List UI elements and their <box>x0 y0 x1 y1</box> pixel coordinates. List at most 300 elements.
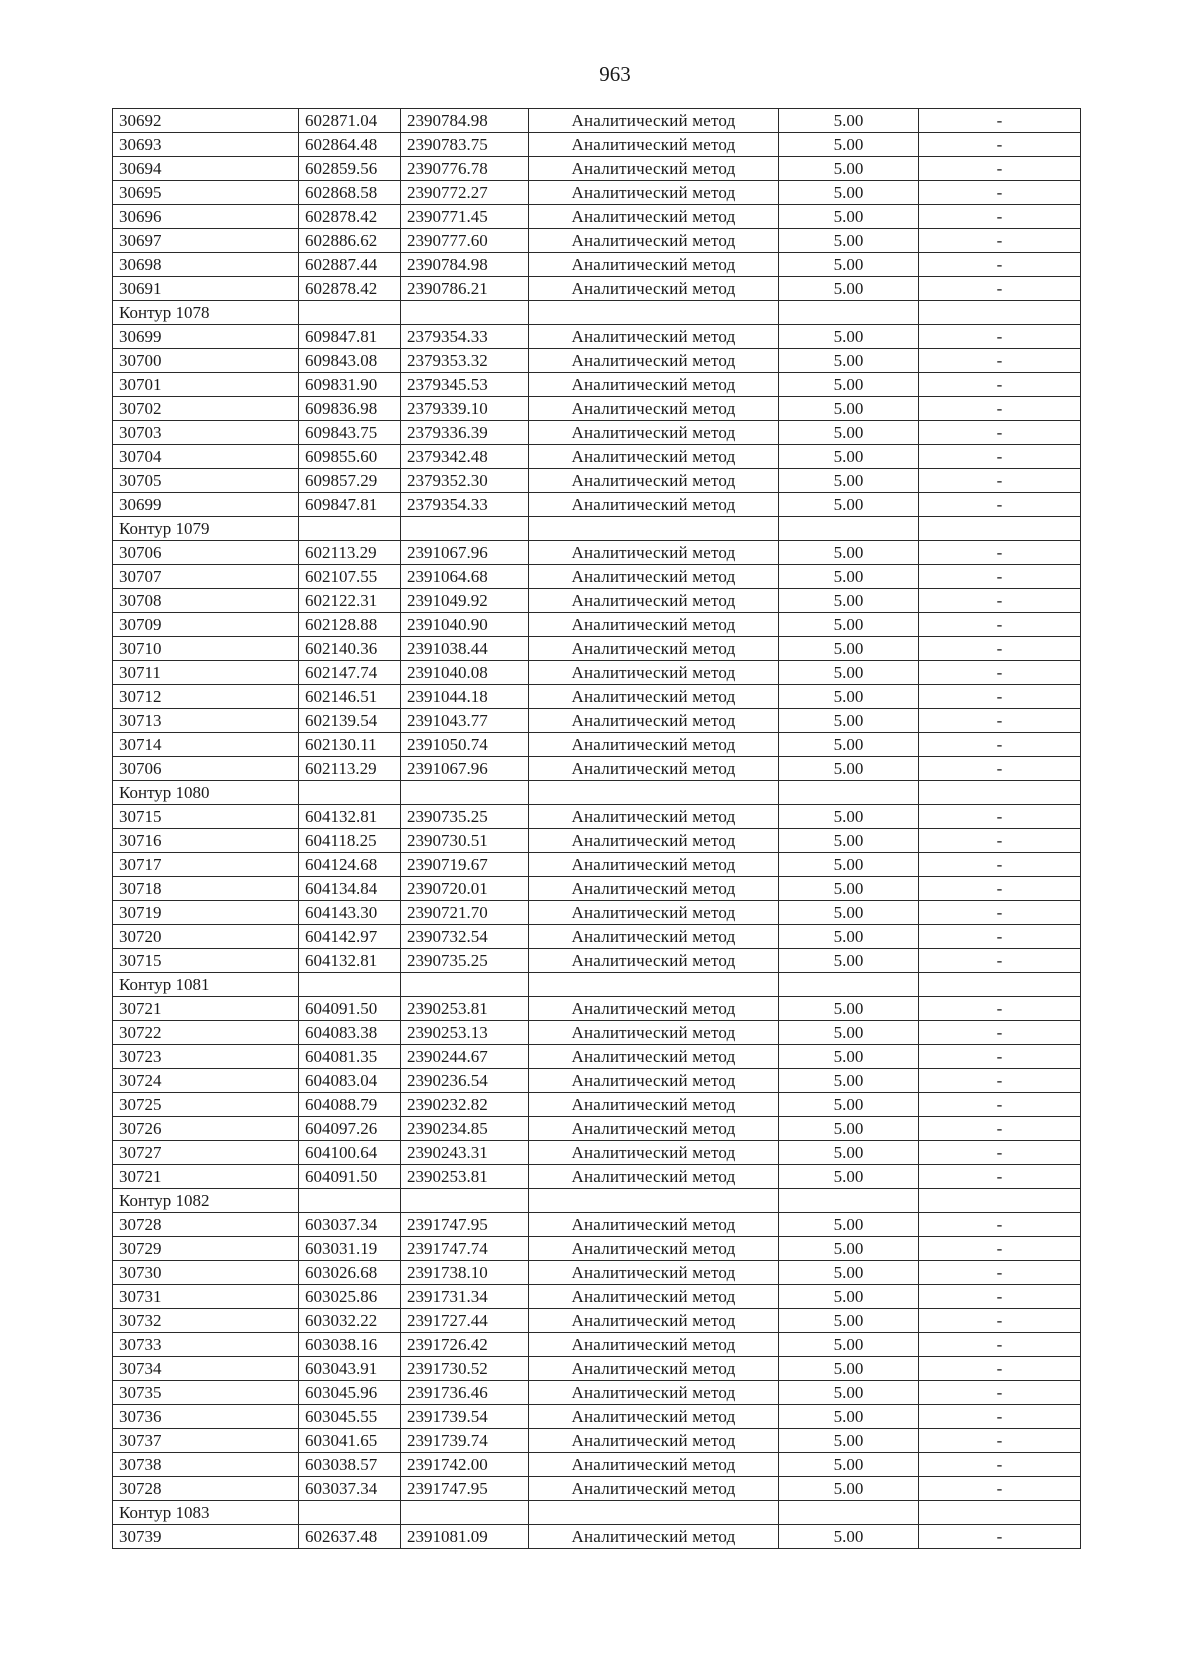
empty-cell <box>529 781 779 805</box>
note-cell: - <box>919 589 1081 613</box>
point-id-cell: 30737 <box>113 1429 299 1453</box>
y-coordinate-cell: 2391081.09 <box>401 1525 529 1549</box>
accuracy-cell: 5.00 <box>779 901 919 925</box>
accuracy-cell: 5.00 <box>779 1261 919 1285</box>
x-coordinate-cell: 609831.90 <box>299 373 401 397</box>
empty-cell <box>779 781 919 805</box>
x-coordinate-cell: 603026.68 <box>299 1261 401 1285</box>
note-cell: - <box>919 661 1081 685</box>
y-coordinate-cell: 2390730.51 <box>401 829 529 853</box>
note-cell: - <box>919 1261 1081 1285</box>
point-id-cell: 30710 <box>113 637 299 661</box>
table-row <box>113 949 1081 973</box>
table-row <box>113 181 1081 205</box>
x-coordinate-cell: 609855.60 <box>299 445 401 469</box>
x-coordinate-cell: 602107.55 <box>299 565 401 589</box>
table-row <box>113 901 1081 925</box>
x-coordinate-cell: 603038.57 <box>299 1453 401 1477</box>
note-cell: - <box>919 397 1081 421</box>
point-id-cell: 30695 <box>113 181 299 205</box>
x-coordinate-cell: 603045.96 <box>299 1381 401 1405</box>
y-coordinate-cell: 2390719.67 <box>401 853 529 877</box>
accuracy-cell: 5.00 <box>779 1405 919 1429</box>
table-row <box>113 205 1081 229</box>
empty-cell <box>401 517 529 541</box>
empty-cell <box>299 1189 401 1213</box>
x-coordinate-cell: 602128.88 <box>299 613 401 637</box>
point-id-cell: 30718 <box>113 877 299 901</box>
method-cell: Аналитический метод <box>529 661 779 685</box>
x-coordinate-cell: 602146.51 <box>299 685 401 709</box>
method-cell: Аналитический метод <box>529 349 779 373</box>
point-id-cell: 30709 <box>113 613 299 637</box>
x-coordinate-cell: 602140.36 <box>299 637 401 661</box>
note-cell: - <box>919 1045 1081 1069</box>
x-coordinate-cell: 609843.08 <box>299 349 401 373</box>
x-coordinate-cell: 604083.38 <box>299 1021 401 1045</box>
x-coordinate-cell: 602130.11 <box>299 733 401 757</box>
point-id-cell: 30739 <box>113 1525 299 1549</box>
x-coordinate-cell: 603031.19 <box>299 1237 401 1261</box>
table-row <box>113 1453 1081 1477</box>
table-row <box>113 229 1081 253</box>
accuracy-cell: 5.00 <box>779 1309 919 1333</box>
x-coordinate-cell: 602878.42 <box>299 205 401 229</box>
empty-cell <box>299 301 401 325</box>
method-cell: Аналитический метод <box>529 1165 779 1189</box>
method-cell: Аналитический метод <box>529 181 779 205</box>
accuracy-cell: 5.00 <box>779 229 919 253</box>
x-coordinate-cell: 602887.44 <box>299 253 401 277</box>
point-id-cell: 30734 <box>113 1357 299 1381</box>
empty-cell <box>779 517 919 541</box>
method-cell: Аналитический метод <box>529 493 779 517</box>
table-row <box>113 1309 1081 1333</box>
table-row <box>113 925 1081 949</box>
table-row <box>113 1069 1081 1093</box>
method-cell: Аналитический метод <box>529 157 779 181</box>
accuracy-cell: 5.00 <box>779 925 919 949</box>
x-coordinate-cell: 604132.81 <box>299 949 401 973</box>
point-id-cell: 30708 <box>113 589 299 613</box>
x-coordinate-cell: 602868.58 <box>299 181 401 205</box>
note-cell: - <box>919 325 1081 349</box>
note-cell: - <box>919 493 1081 517</box>
method-cell: Аналитический метод <box>529 1333 779 1357</box>
y-coordinate-cell: 2391742.00 <box>401 1453 529 1477</box>
method-cell: Аналитический метод <box>529 1069 779 1093</box>
x-coordinate-cell: 604100.64 <box>299 1141 401 1165</box>
empty-cell <box>779 1189 919 1213</box>
method-cell: Аналитический метод <box>529 853 779 877</box>
note-cell: - <box>919 421 1081 445</box>
accuracy-cell: 5.00 <box>779 805 919 829</box>
method-cell: Аналитический метод <box>529 1453 779 1477</box>
method-cell: Аналитический метод <box>529 1141 779 1165</box>
y-coordinate-cell: 2390253.81 <box>401 997 529 1021</box>
accuracy-cell: 5.00 <box>779 325 919 349</box>
empty-cell <box>299 517 401 541</box>
method-cell: Аналитический метод <box>529 925 779 949</box>
point-id-cell: 30719 <box>113 901 299 925</box>
table-row <box>113 325 1081 349</box>
note-cell: - <box>919 469 1081 493</box>
empty-cell <box>919 781 1081 805</box>
point-id-cell: 30722 <box>113 1021 299 1045</box>
table-row <box>113 1141 1081 1165</box>
point-id-cell: 30703 <box>113 421 299 445</box>
empty-cell <box>919 301 1081 325</box>
accuracy-cell: 5.00 <box>779 1333 919 1357</box>
table-row <box>113 1477 1081 1501</box>
accuracy-cell: 5.00 <box>779 757 919 781</box>
accuracy-cell: 5.00 <box>779 493 919 517</box>
accuracy-cell: 5.00 <box>779 1525 919 1549</box>
point-id-cell: 30716 <box>113 829 299 853</box>
table-row <box>113 397 1081 421</box>
method-cell: Аналитический метод <box>529 589 779 613</box>
x-coordinate-cell: 609843.75 <box>299 421 401 445</box>
y-coordinate-cell: 2391731.34 <box>401 1285 529 1309</box>
y-coordinate-cell: 2391049.92 <box>401 589 529 613</box>
method-cell: Аналитический метод <box>529 1045 779 1069</box>
point-id-cell: 30701 <box>113 373 299 397</box>
y-coordinate-cell: 2391730.52 <box>401 1357 529 1381</box>
accuracy-cell: 5.00 <box>779 709 919 733</box>
table-row <box>113 1213 1081 1237</box>
accuracy-cell: 5.00 <box>779 661 919 685</box>
contour-label: Контур 1081 <box>113 973 299 997</box>
note-cell: - <box>919 1357 1081 1381</box>
method-cell: Аналитический метод <box>529 541 779 565</box>
accuracy-cell: 5.00 <box>779 1093 919 1117</box>
point-id-cell: 30727 <box>113 1141 299 1165</box>
note-cell: - <box>919 1093 1081 1117</box>
accuracy-cell: 5.00 <box>779 349 919 373</box>
note-cell: - <box>919 637 1081 661</box>
note-cell: - <box>919 565 1081 589</box>
method-cell: Аналитический метод <box>529 877 779 901</box>
table-row <box>113 637 1081 661</box>
point-id-cell: 30723 <box>113 1045 299 1069</box>
point-id-cell: 30693 <box>113 133 299 157</box>
table-row <box>113 1261 1081 1285</box>
table-row <box>113 541 1081 565</box>
y-coordinate-cell: 2379336.39 <box>401 421 529 445</box>
accuracy-cell: 5.00 <box>779 853 919 877</box>
x-coordinate-cell: 603043.91 <box>299 1357 401 1381</box>
note-cell: - <box>919 1309 1081 1333</box>
method-cell: Аналитический метод <box>529 1477 779 1501</box>
x-coordinate-cell: 603032.22 <box>299 1309 401 1333</box>
method-cell: Аналитический метод <box>529 1237 779 1261</box>
point-id-cell: 30729 <box>113 1237 299 1261</box>
note-cell: - <box>919 109 1081 133</box>
point-id-cell: 30730 <box>113 1261 299 1285</box>
y-coordinate-cell: 2390783.75 <box>401 133 529 157</box>
y-coordinate-cell: 2390776.78 <box>401 157 529 181</box>
empty-cell <box>779 973 919 997</box>
y-coordinate-cell: 2391038.44 <box>401 637 529 661</box>
note-cell: - <box>919 853 1081 877</box>
y-coordinate-cell: 2390784.98 <box>401 109 529 133</box>
accuracy-cell: 5.00 <box>779 253 919 277</box>
contour-header-row <box>113 301 1081 325</box>
point-id-cell: 30728 <box>113 1477 299 1501</box>
note-cell: - <box>919 949 1081 973</box>
note-cell: - <box>919 181 1081 205</box>
point-id-cell: 30736 <box>113 1405 299 1429</box>
note-cell: - <box>919 877 1081 901</box>
empty-cell <box>919 517 1081 541</box>
table-row <box>113 589 1081 613</box>
method-cell: Аналитический метод <box>529 229 779 253</box>
accuracy-cell: 5.00 <box>779 541 919 565</box>
note-cell: - <box>919 613 1081 637</box>
y-coordinate-cell: 2391747.74 <box>401 1237 529 1261</box>
coordinates-table <box>112 108 1081 1549</box>
contour-label: Контур 1079 <box>113 517 299 541</box>
note-cell: - <box>919 1429 1081 1453</box>
accuracy-cell: 5.00 <box>779 1381 919 1405</box>
y-coordinate-cell: 2390771.45 <box>401 205 529 229</box>
note-cell: - <box>919 1477 1081 1501</box>
accuracy-cell: 5.00 <box>779 397 919 421</box>
method-cell: Аналитический метод <box>529 949 779 973</box>
note-cell: - <box>919 805 1081 829</box>
point-id-cell: 30694 <box>113 157 299 181</box>
note-cell: - <box>919 685 1081 709</box>
y-coordinate-cell: 2391736.46 <box>401 1381 529 1405</box>
method-cell: Аналитический метод <box>529 1429 779 1453</box>
table-row <box>113 1237 1081 1261</box>
point-id-cell: 30699 <box>113 325 299 349</box>
y-coordinate-cell: 2391747.95 <box>401 1213 529 1237</box>
note-cell: - <box>919 1117 1081 1141</box>
x-coordinate-cell: 602139.54 <box>299 709 401 733</box>
empty-cell <box>529 301 779 325</box>
method-cell: Аналитический метод <box>529 1021 779 1045</box>
x-coordinate-cell: 602859.56 <box>299 157 401 181</box>
x-coordinate-cell: 604083.04 <box>299 1069 401 1093</box>
method-cell: Аналитический метод <box>529 1405 779 1429</box>
table-row <box>113 1525 1081 1549</box>
note-cell: - <box>919 1021 1081 1045</box>
point-id-cell: 30733 <box>113 1333 299 1357</box>
table-row <box>113 997 1081 1021</box>
note-cell: - <box>919 205 1081 229</box>
empty-cell <box>529 1501 779 1525</box>
x-coordinate-cell: 602886.62 <box>299 229 401 253</box>
x-coordinate-cell: 604091.50 <box>299 997 401 1021</box>
y-coordinate-cell: 2390234.85 <box>401 1117 529 1141</box>
note-cell: - <box>919 1333 1081 1357</box>
y-coordinate-cell: 2390735.25 <box>401 805 529 829</box>
x-coordinate-cell: 609857.29 <box>299 469 401 493</box>
x-coordinate-cell: 609847.81 <box>299 325 401 349</box>
accuracy-cell: 5.00 <box>779 133 919 157</box>
x-coordinate-cell: 604142.97 <box>299 925 401 949</box>
method-cell: Аналитический метод <box>529 109 779 133</box>
note-cell: - <box>919 1141 1081 1165</box>
accuracy-cell: 5.00 <box>779 1141 919 1165</box>
table-row <box>113 157 1081 181</box>
accuracy-cell: 5.00 <box>779 1165 919 1189</box>
table-row <box>113 469 1081 493</box>
y-coordinate-cell: 2379354.33 <box>401 325 529 349</box>
y-coordinate-cell: 2390244.67 <box>401 1045 529 1069</box>
note-cell: - <box>919 1213 1081 1237</box>
method-cell: Аналитический метод <box>529 421 779 445</box>
x-coordinate-cell: 602122.31 <box>299 589 401 613</box>
table-row <box>113 373 1081 397</box>
accuracy-cell: 5.00 <box>779 613 919 637</box>
contour-header-row <box>113 517 1081 541</box>
y-coordinate-cell: 2391043.77 <box>401 709 529 733</box>
empty-cell <box>401 1189 529 1213</box>
table-row <box>113 1429 1081 1453</box>
accuracy-cell: 5.00 <box>779 685 919 709</box>
table-row <box>113 1405 1081 1429</box>
y-coordinate-cell: 2390772.27 <box>401 181 529 205</box>
method-cell: Аналитический метод <box>529 325 779 349</box>
point-id-cell: 30721 <box>113 1165 299 1189</box>
note-cell: - <box>919 1069 1081 1093</box>
y-coordinate-cell: 2391726.42 <box>401 1333 529 1357</box>
contour-header-row <box>113 973 1081 997</box>
table-row <box>113 349 1081 373</box>
note-cell: - <box>919 1453 1081 1477</box>
point-id-cell: 30726 <box>113 1117 299 1141</box>
point-id-cell: 30732 <box>113 1309 299 1333</box>
empty-cell <box>401 973 529 997</box>
accuracy-cell: 5.00 <box>779 157 919 181</box>
note-cell: - <box>919 997 1081 1021</box>
point-id-cell: 30738 <box>113 1453 299 1477</box>
accuracy-cell: 5.00 <box>779 1453 919 1477</box>
method-cell: Аналитический метод <box>529 565 779 589</box>
y-coordinate-cell: 2391064.68 <box>401 565 529 589</box>
method-cell: Аналитический метод <box>529 613 779 637</box>
x-coordinate-cell: 604118.25 <box>299 829 401 853</box>
empty-cell <box>919 1189 1081 1213</box>
point-id-cell: 30702 <box>113 397 299 421</box>
table-row <box>113 1021 1081 1045</box>
y-coordinate-cell: 2379339.10 <box>401 397 529 421</box>
y-coordinate-cell: 2390732.54 <box>401 925 529 949</box>
y-coordinate-cell: 2391050.74 <box>401 733 529 757</box>
y-coordinate-cell: 2391067.96 <box>401 757 529 781</box>
y-coordinate-cell: 2379352.30 <box>401 469 529 493</box>
method-cell: Аналитический метод <box>529 829 779 853</box>
y-coordinate-cell: 2391739.54 <box>401 1405 529 1429</box>
method-cell: Аналитический метод <box>529 1357 779 1381</box>
y-coordinate-cell: 2390243.31 <box>401 1141 529 1165</box>
y-coordinate-cell: 2391044.18 <box>401 685 529 709</box>
table-row <box>113 1333 1081 1357</box>
accuracy-cell: 5.00 <box>779 1237 919 1261</box>
x-coordinate-cell: 603045.55 <box>299 1405 401 1429</box>
y-coordinate-cell: 2390236.54 <box>401 1069 529 1093</box>
accuracy-cell: 5.00 <box>779 1117 919 1141</box>
point-id-cell: 30720 <box>113 925 299 949</box>
y-coordinate-cell: 2391739.74 <box>401 1429 529 1453</box>
accuracy-cell: 5.00 <box>779 1477 919 1501</box>
y-coordinate-cell: 2391738.10 <box>401 1261 529 1285</box>
y-coordinate-cell: 2390232.82 <box>401 1093 529 1117</box>
y-coordinate-cell: 2390784.98 <box>401 253 529 277</box>
x-coordinate-cell: 604091.50 <box>299 1165 401 1189</box>
method-cell: Аналитический метод <box>529 469 779 493</box>
x-coordinate-cell: 603038.16 <box>299 1333 401 1357</box>
empty-cell <box>919 973 1081 997</box>
contour-label: Контур 1078 <box>113 301 299 325</box>
point-id-cell: 30706 <box>113 757 299 781</box>
point-id-cell: 30697 <box>113 229 299 253</box>
note-cell: - <box>919 1237 1081 1261</box>
x-coordinate-cell: 603037.34 <box>299 1213 401 1237</box>
y-coordinate-cell: 2391040.90 <box>401 613 529 637</box>
note-cell: - <box>919 1285 1081 1309</box>
coordinates-table-body <box>113 109 1081 1549</box>
empty-cell <box>779 301 919 325</box>
point-id-cell: 30714 <box>113 733 299 757</box>
table-row <box>113 1045 1081 1069</box>
point-id-cell: 30735 <box>113 1381 299 1405</box>
point-id-cell: 30731 <box>113 1285 299 1309</box>
accuracy-cell: 5.00 <box>779 469 919 493</box>
point-id-cell: 30705 <box>113 469 299 493</box>
x-coordinate-cell: 602113.29 <box>299 541 401 565</box>
accuracy-cell: 5.00 <box>779 205 919 229</box>
table-row <box>113 253 1081 277</box>
method-cell: Аналитический метод <box>529 1525 779 1549</box>
y-coordinate-cell: 2390777.60 <box>401 229 529 253</box>
y-coordinate-cell: 2379353.32 <box>401 349 529 373</box>
y-coordinate-cell: 2379342.48 <box>401 445 529 469</box>
table-row <box>113 1117 1081 1141</box>
method-cell: Аналитический метод <box>529 1381 779 1405</box>
point-id-cell: 30713 <box>113 709 299 733</box>
note-cell: - <box>919 829 1081 853</box>
point-id-cell: 30728 <box>113 1213 299 1237</box>
note-cell: - <box>919 1381 1081 1405</box>
empty-cell <box>401 1501 529 1525</box>
method-cell: Аналитический метод <box>529 445 779 469</box>
table-row <box>113 109 1081 133</box>
y-coordinate-cell: 2391040.08 <box>401 661 529 685</box>
empty-cell <box>299 781 401 805</box>
accuracy-cell: 5.00 <box>779 1357 919 1381</box>
y-coordinate-cell: 2390735.25 <box>401 949 529 973</box>
table-row <box>113 829 1081 853</box>
table-row <box>113 877 1081 901</box>
point-id-cell: 30711 <box>113 661 299 685</box>
contour-label: Контур 1083 <box>113 1501 299 1525</box>
method-cell: Аналитический метод <box>529 757 779 781</box>
accuracy-cell: 5.00 <box>779 949 919 973</box>
method-cell: Аналитический метод <box>529 397 779 421</box>
point-id-cell: 30717 <box>113 853 299 877</box>
note-cell: - <box>919 925 1081 949</box>
note-cell: - <box>919 373 1081 397</box>
contour-header-row <box>113 1189 1081 1213</box>
accuracy-cell: 5.00 <box>779 1285 919 1309</box>
point-id-cell: 30704 <box>113 445 299 469</box>
accuracy-cell: 5.00 <box>779 1069 919 1093</box>
accuracy-cell: 5.00 <box>779 1045 919 1069</box>
x-coordinate-cell: 604124.68 <box>299 853 401 877</box>
